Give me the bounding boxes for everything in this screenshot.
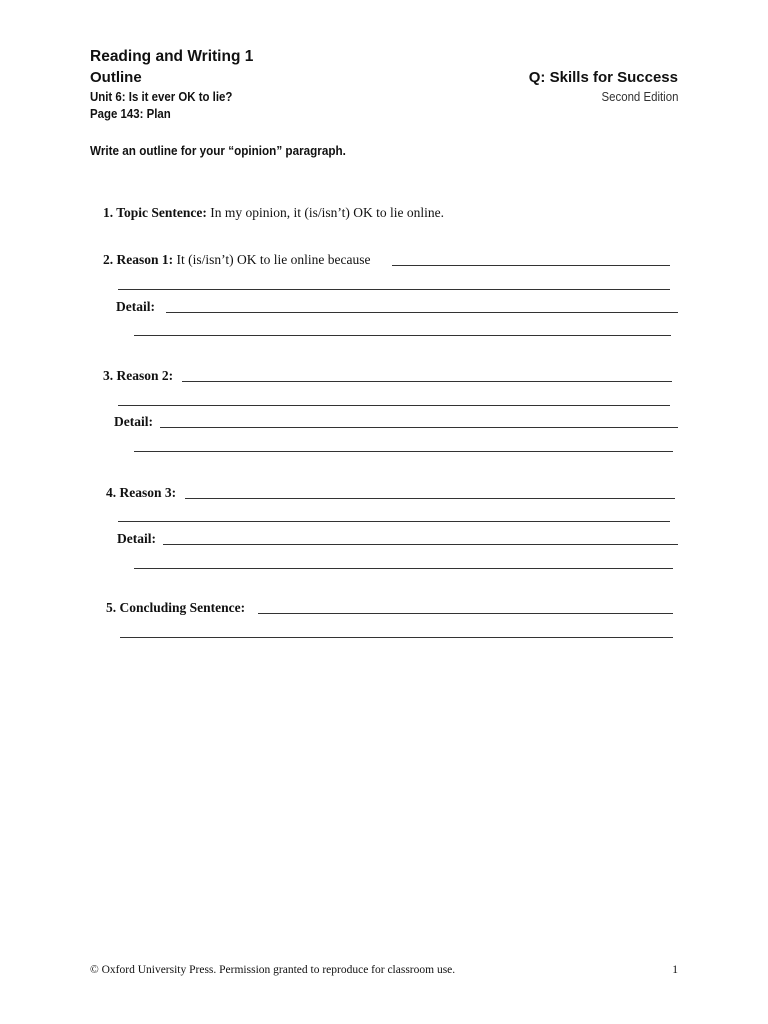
reason-3-detail-blank-line-2[interactable] [134, 568, 673, 569]
page-number: 1 [672, 964, 678, 976]
reason-1-label: 2. Reason 1: [103, 252, 174, 267]
topic-sentence-label: 1. Topic Sentence: [103, 205, 207, 220]
reason-1-detail-blank-line-2[interactable] [134, 335, 671, 336]
reason-2-detail-label: Detail: [114, 414, 153, 429]
reason-1-detail-blank[interactable] [166, 312, 678, 313]
reason-2-detail-blank-line-2[interactable] [134, 451, 673, 452]
reason-1-blank-line-2[interactable] [118, 289, 670, 290]
concluding-sentence-label: 5. Concluding Sentence: [106, 600, 246, 615]
reason-1-row [103, 252, 370, 268]
reason-3-blank-line-2[interactable] [118, 521, 670, 522]
reason-3-detail-blank[interactable] [163, 544, 678, 545]
instruction-text: Write an outline for your “opinion” paragraph. [90, 143, 346, 158]
reason-3-blank[interactable] [185, 498, 675, 499]
brand-title: Q: Skills for Success [528, 69, 678, 86]
reason-3-label: 4. Reason 3: [106, 485, 177, 500]
reason-1-detail-label: Detail: [116, 299, 155, 314]
reason-2-blank[interactable] [182, 381, 672, 382]
copyright-notice: © Oxford University Press. Permission granted to reproduce for classroom use. [90, 964, 456, 976]
reason-3-detail-label: Detail: [117, 531, 156, 546]
concluding-sentence-blank-line-2[interactable] [120, 637, 673, 638]
topic-sentence-text: In my opinion, it (is/isn’t) OK to lie online. [210, 205, 445, 220]
concluding-sentence-blank[interactable] [258, 613, 673, 614]
topic-sentence-row [103, 205, 444, 221]
reason-2-blank-line-2[interactable] [118, 405, 670, 406]
course-title: Reading and Writing 1 [90, 48, 254, 65]
reason-2-detail-blank[interactable] [160, 427, 678, 428]
page-reference: Page 143: Plan [90, 106, 171, 121]
document-type: Outline [90, 69, 142, 86]
edition-label: Second Edition [601, 89, 678, 104]
reason-2-label: 3. Reason 2: [103, 368, 174, 383]
reason-1-blank[interactable] [392, 265, 670, 266]
unit-title: Unit 6: Is it ever OK to lie? [90, 89, 233, 104]
reason-1-text: It (is/isn’t) OK to lie online because [176, 252, 371, 267]
